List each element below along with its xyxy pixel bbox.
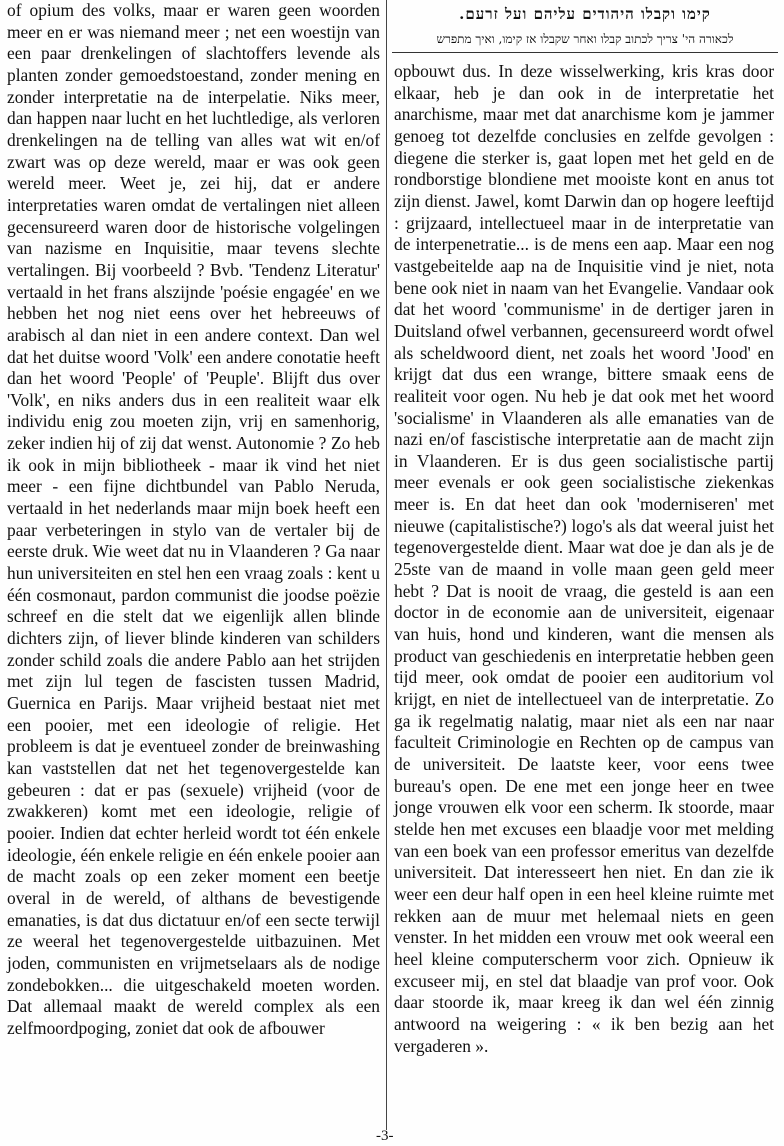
right-text-column <box>394 61 774 1136</box>
right-column-text: opbouwt dus. In deze wisselwerking, kris kras door elkaar, heb je dan ook in de interpretatie het anarchisme, maar met dat anarchisme kom je jammer genoeg tot dezelfde conclusies en zelfde gevolgen : diegene die sterker is, gaat lopen met het geld en de rondborstige blondiene met mooiste kont en anus tot zijn dienst. Jawel, komt Darwin dan op hogere leeftijd : grijzaard, intellectueel maar in de interpretatie van de interpenetratie... is de mens een aap. Maar een nog vastgebeitelde aap na de Inquisitie vind je niet, nota bene ook niet in naam van het Evangelie. Vandaar ook dat het woord 'communisme' in de dertiger jaren in Duitsland ofwel verbannen, gecensureerd wordt ofwel als scheldwoord dient, net zoals het woord 'Jood' en krijgt dat dus een wrange, bittere smaak eens de realiteit voor ogen. Nu heb je dat ook met het woord 'socialisme' in Vlaanderen als alle emanaties van de nazi en/of fascistische interpretatie aan de macht zijn in Vlaanderen. Er is dus geen socialistische partij meer evenals er ook geen socialistische ziekenkas meer is. En dat heet dan ook 'moderniseren' met nieuwe (capitalistische?) logo's als dat weeral juist het tegenovergestelde dient. Maar wat doe je dan als je de 25ste van de maand in volle maan geen geld meer hebt ? Dat is nooit de vraag, die gesteld is aan een doctor in de economie aan de universiteit, eigenaar van huis, hond und kinderen, want die mensen als product van geschiedenis en interpretatie hebben geen tijd meer, ook omdat de pooier een auditorium vol krijgt, en niet de intellectueel van de interpretatie. Zo ga ik regelmatig nalatig, maar niet als een nar naar faculteit Criminologie en Rechten op de campus van de universiteit. De laatste keer, voor eens twee bureau's open. De ene met een jonge heer en twee jonge vrouwen elk voor een scherm. Ik stoorde, maar stelde hen met excuses een blaadje voor met melding van een boek van een professor emeritus van dezelfde universiteit. Dat interesseert hen niet. En dan zie ik weer een deur half open in een heel kleine ruimte met rekken aan de muur met helemaal niets en geen venster. In het midden een vrouw met ook weeral een heel kleine computerscherm voor zich. Opnieuw ik excuseer mij, en stel dat blaadje van prof voor. Ook daar stoorde ik, maar kreeg ik dan wel één zinnig antwoord na weigering : « ik ben bezig aan het vergaderen ». <box>394 61 774 1056</box>
page-number: -3- <box>376 1128 394 1144</box>
hebrew-header-line-2: לכאורה הי' צריך לכתוב קבלו ואחר שקבלו אז קימו, ואיך מתפרש <box>436 32 734 46</box>
column-divider <box>386 0 387 1130</box>
hebrew-header-line-1: קימו וקבלו היהודים עליהם ועל זרעם. <box>459 5 711 23</box>
left-column-text: of opium des volks, maar er waren geen woorden meer en er was niemand meer ; net een woestijn van een paar drenkelingen of slachtoffers levende als planten zonder gemoedstoestand, zonder mening en zonder interpretatie na de interpelatie. Niks meer, dan happen naar lucht en het luchtledige, als verloren drenkelingen na de telling van alles wat wit en/of zwart was op deze wereld, maar er was ook geen wereld meer. Weet je, zei hij, dat er andere interpretaties waren omdat de vertalingen niet alleen gecensureerd waren door de historische volgelingen van nazisme en Inquisitie, maar tevens slechte vertalingen. Bij voorbeeld ? Bvb. 'Tendenz Literatur' vertaald in het frans alszijnde 'poésie engagée' en we hebben het nog niet eens over het hebreeuws of arabisch al dan niet in een andere context. Dan wel dat het duitse woord 'Volk' een andere conotatie heeft dan het woord 'People' of 'Peuple'. Blijft dus over 'Volk', en niks anders dus in een realiteit waar elk individu enig zou moeten zijn, vrij en samenhorig, zeker indien hij of zij dat wenst. Autonomie ? Zo heb ik ook in mijn bibliotheek - maar ik vind het niet meer - een fijne dichtbundel van Pablo Neruda, vertaald in het nederlands maar mijn boek heeft een paar verbeteringen in stylo van de vertaler bij de eerste druk. Wie weet dat nu in Vlaanderen ? Ga naar hun universiteiten en stel hen een vraag zoals : kent u één cosmonaut, pardon communist die joodse poëzie schreef en die stelt dat we eigenlijk allen blinde dichters zijn, of liever blinde kinderen van schilders zonder schild zoals die andere Pablo aan het strijden met zijn lul tegen de fascisten tussen Madrid, Guernica en Parijs. Maar vrijheid bestaat niet met een pooier, met een ideologie of religie. Het probleem is dat je eventueel zonder de breinwashing kan vaststellen dat net het tegenovergestelde kan gebeuren : dat er pas (sexuele) vrijheid (voor de zwakkeren) komt met een ideologie, religie of pooier. Indien dat echter herleid wordt tot één enkele ideologie, één enkele religie en één enkele pooier aan de macht zoals op een zeker moment een beetje overal in de wereld, of althans de bevestigende emanaties, is dat dus dictatuur en/of een secte terwijl ze weeral het tegenovergestelde uitbazuinen. Met joden, communisten en vrijmetselaars als de nodige zondebokken... die uitgeschakeld moeten worden. Dat allemaal maakt de wereld complex als een zelfmoordpoging, zoniet dat ook de afbouwer <box>7 0 380 1038</box>
header-rule <box>392 52 778 53</box>
left-text-column <box>7 0 380 1136</box>
